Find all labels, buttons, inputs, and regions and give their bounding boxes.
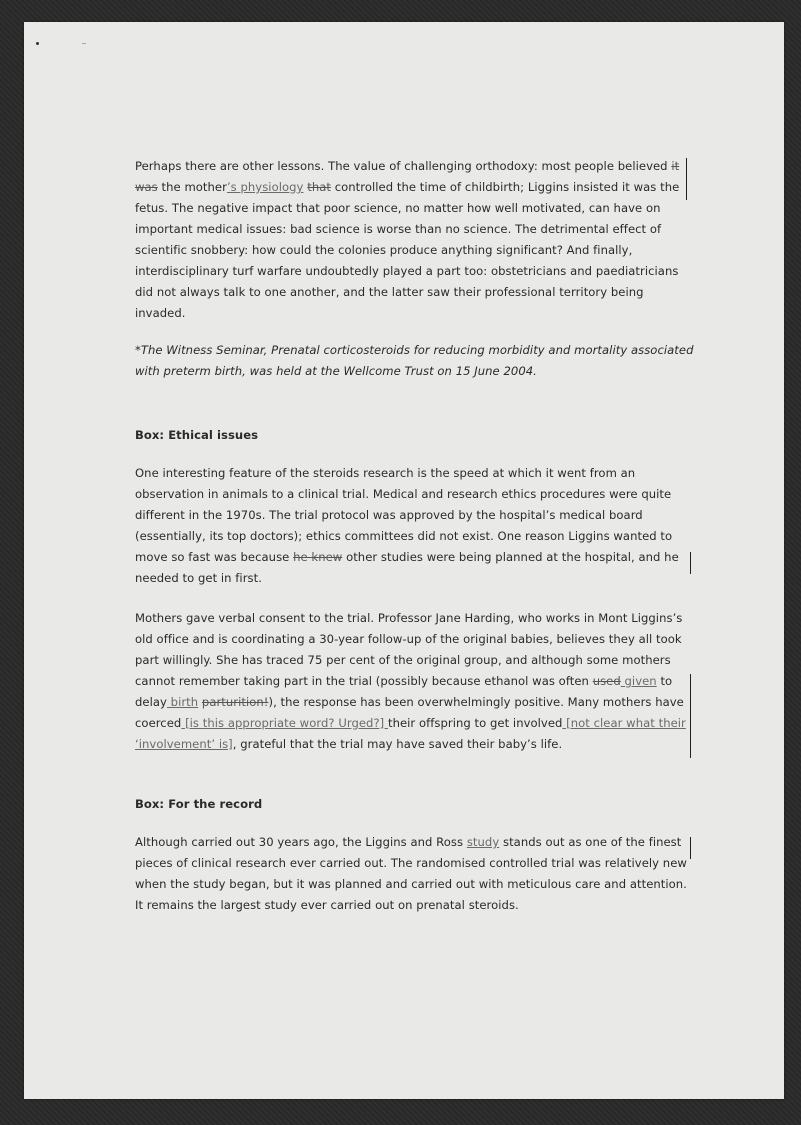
footnote-text: *The Witness Seminar, Prenatal corticosteroids for reducing morbidity and mortality associated with preterm birth, was held at the Wellcome Trust on 15 June 2004. xyxy=(135,343,694,378)
inserted-text: birth xyxy=(166,695,199,709)
change-bar xyxy=(690,837,691,859)
heading-for-the-record: Box: For the record xyxy=(135,797,263,811)
heading-ethical-issues: Box: Ethical issues xyxy=(135,428,259,442)
inserted-text: ’s physiology xyxy=(226,180,304,194)
change-bar xyxy=(690,674,691,758)
change-bar xyxy=(690,552,691,574)
document-page xyxy=(24,22,784,1099)
inserted-text: given xyxy=(620,674,657,688)
page-speck xyxy=(36,42,39,45)
footnote xyxy=(135,340,695,382)
text-run: other studies were being planned at the hospital, and he needed to get in first. xyxy=(135,550,679,585)
page-speck xyxy=(82,43,86,44)
inserted-text: [not clear what their ‘involvement’ is] xyxy=(135,716,686,751)
text-run: Although carried out 30 years ago, the Liggins and Ross xyxy=(135,835,464,849)
paragraph-mothers-consent xyxy=(135,608,695,755)
inserted-text: [is this appropriate word? Urged?] xyxy=(181,716,388,730)
paragraph-for-the-record xyxy=(135,832,695,916)
paragraph-lessons xyxy=(135,156,695,324)
change-bar xyxy=(686,158,687,200)
text-run: to delay xyxy=(135,674,673,709)
inserted-text: study xyxy=(466,835,500,849)
deleted-text: that xyxy=(307,180,331,194)
text-run: ), the response has been overwhelmingly positive. Many mothers have coerced xyxy=(135,695,684,730)
text-run: their offspring to get involved xyxy=(387,716,563,730)
deleted-text: used xyxy=(592,674,621,688)
text-run: , grateful that the trial may have saved their baby’s life. xyxy=(232,737,563,751)
text-run: Perhaps there are other lessons. The value of challenging orthodoxy: most people believed xyxy=(135,159,668,173)
paragraph-ethics-speed xyxy=(135,463,695,589)
text-run: controlled the time of childbirth; Liggins insisted it was the fetus. The negative impact that poor science, no matter how well motivated, can have on important medical issues: bad science is worse than no science. The detrimental effect of scientific snobbery: how could the colonies produce anything significant? And finally, interdisciplinary turf warfare undoubtedly played a part too: obstetricians and paediatricians did not always talk to one another, and the latter saw their professional territory being invaded. xyxy=(135,180,680,320)
deleted-text: he knew xyxy=(293,550,343,564)
deleted-text: parturition! xyxy=(201,695,269,709)
text-run: stands out as one of the finest pieces of clinical research ever carried out. The randomised controlled trial was relatively new when the study began, but it was planned and carried out with meticulous care and attention. It remains the largest study ever carried out on prenatal steroids. xyxy=(135,835,687,912)
text-run: the mother xyxy=(161,180,227,194)
text-run: One interesting feature of the steroids research is the speed at which it went from an observation in animals to a clinical trial. Medical and research ethics procedures were quite different in the 1970s. The trial protocol was approved by the hospital’s medical board (essentially, its top doctors); ethics committees did not exist. One reason Liggins wanted to move so fast was because xyxy=(135,466,673,564)
text-run: Mothers gave verbal consent to the trial. Professor Jane Harding, who works in Mont Liggins’s old office and is coordinating a 30-year follow-up of the original babies, believes they all took part willingly. She has traced 75 per cent of the original group, and although some mothers cannot remember taking part in the trial (possibly because ethanol was often xyxy=(135,611,683,688)
deleted-text: it was xyxy=(135,159,680,194)
